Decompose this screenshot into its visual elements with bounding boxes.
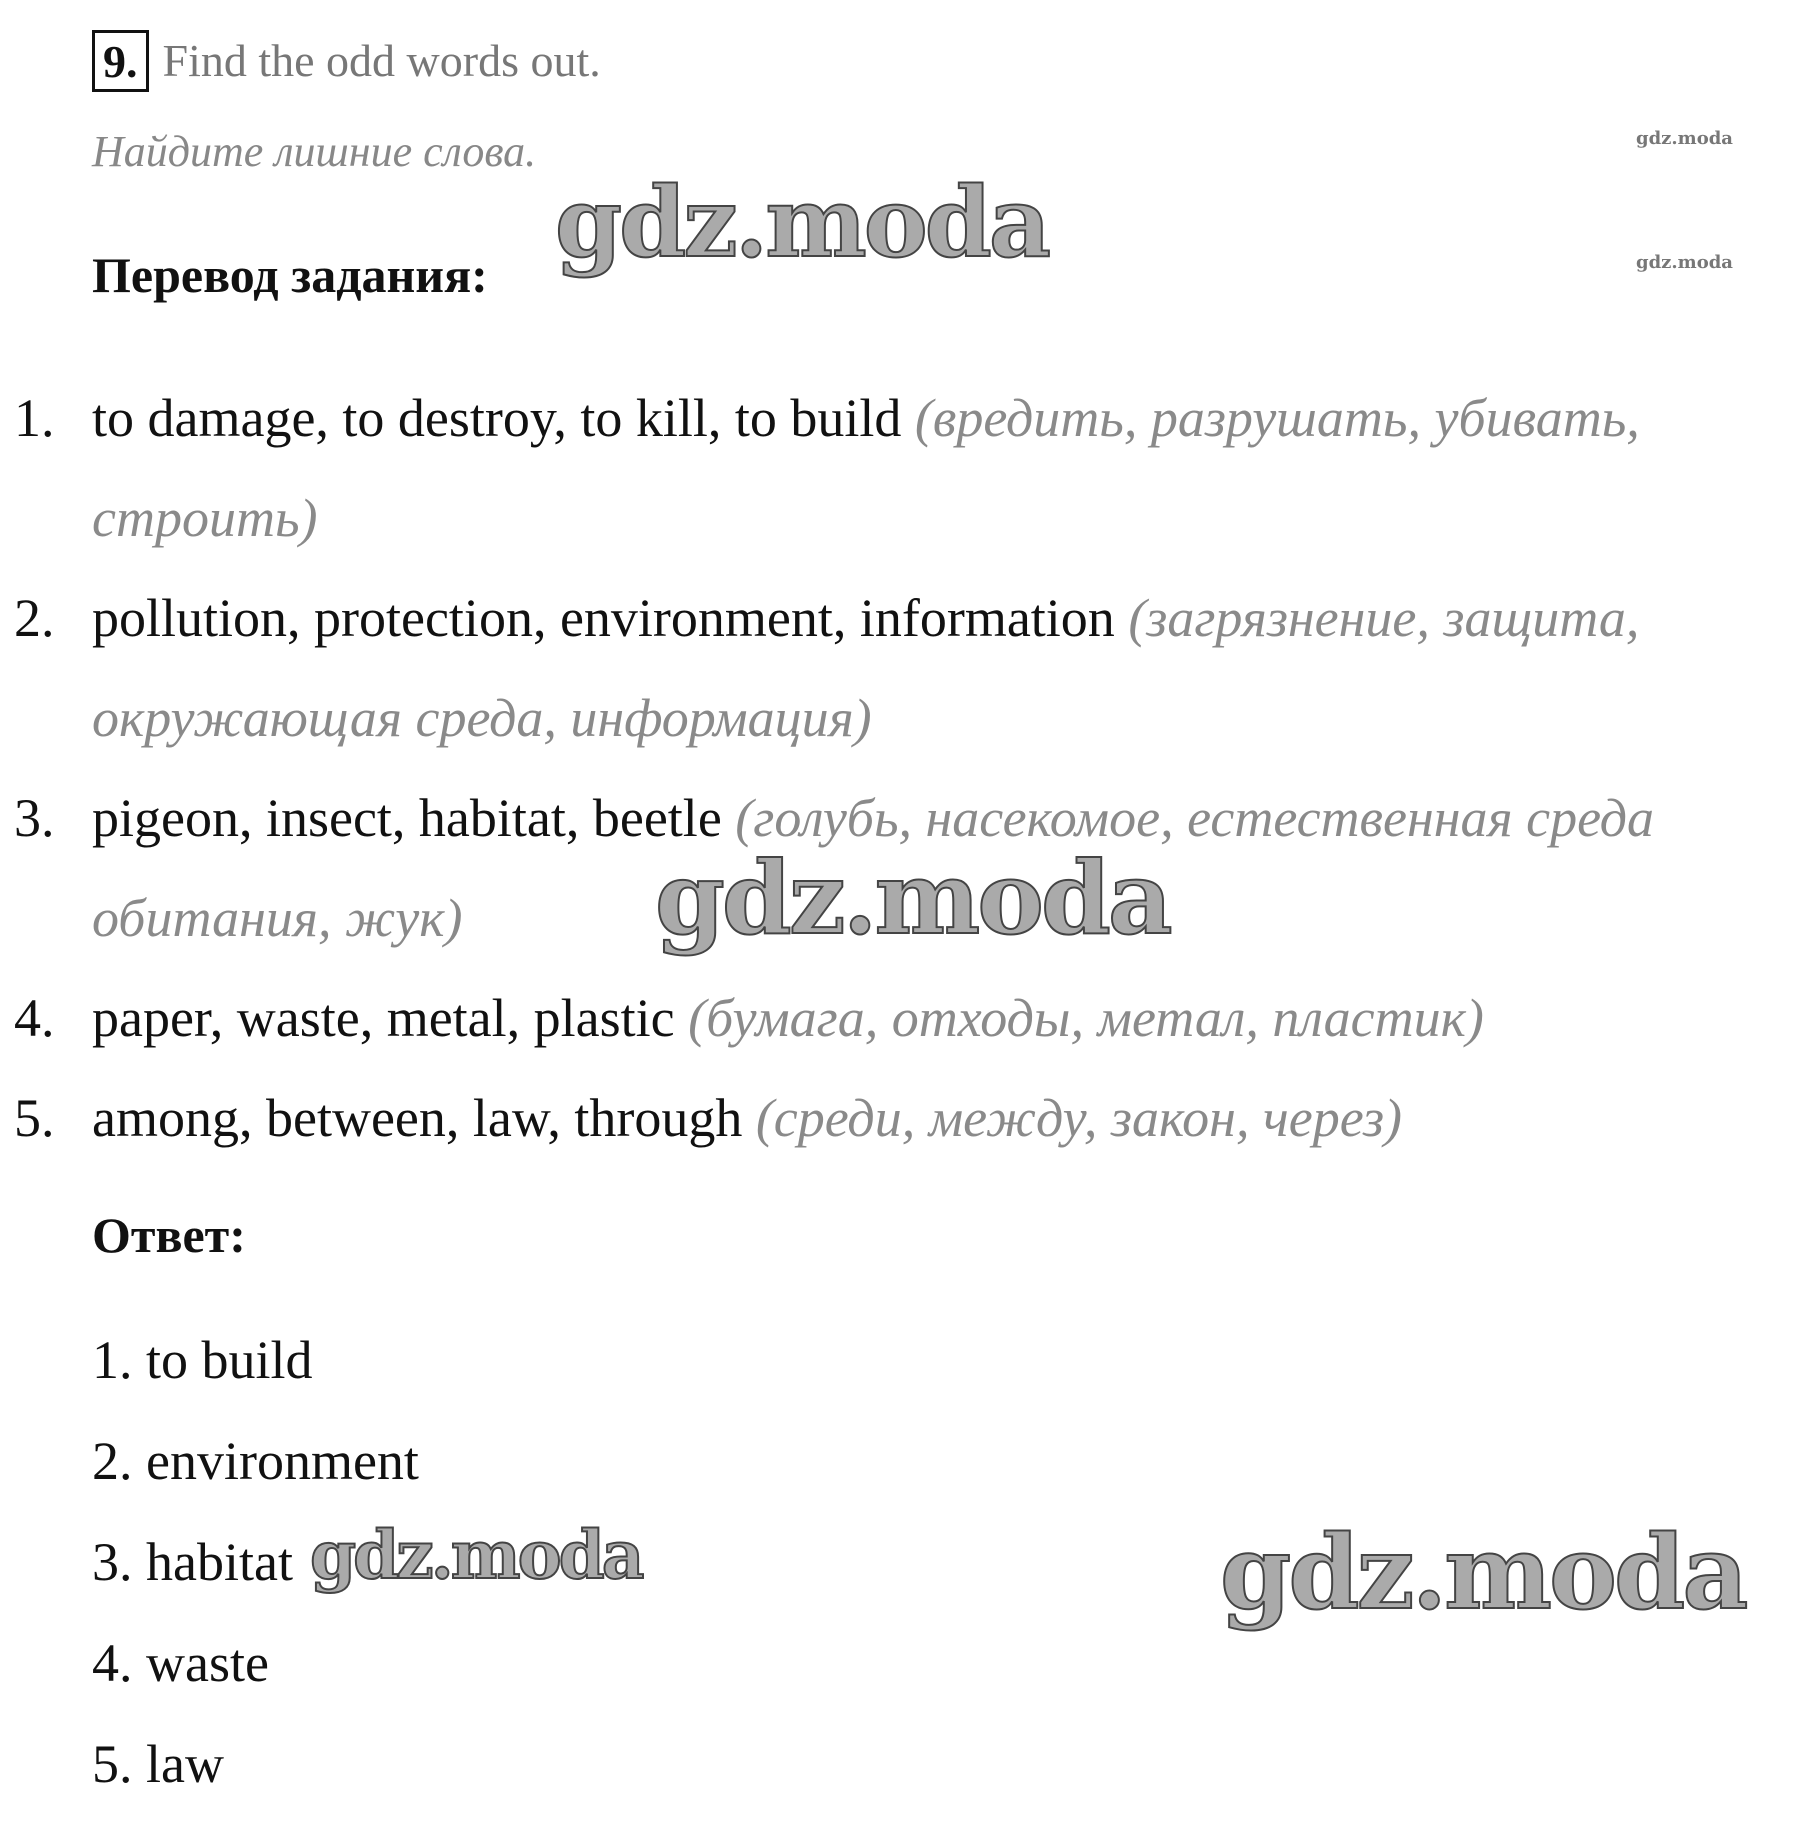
answer-row bbox=[92, 1411, 419, 1512]
list-item bbox=[0, 1068, 1819, 1168]
answer-text: to build bbox=[146, 1330, 313, 1390]
answer-text: environment bbox=[146, 1431, 419, 1491]
answer-row bbox=[92, 1310, 419, 1411]
answer-number: 5. bbox=[92, 1734, 133, 1794]
answer-number: 2. bbox=[92, 1431, 133, 1491]
item-translation: (голубь, насекомое, естественная среда обитания, жук) bbox=[92, 788, 1655, 948]
task-header bbox=[92, 30, 601, 92]
list-item bbox=[0, 968, 1819, 1068]
answer-text: habitat bbox=[146, 1532, 293, 1592]
task-subtitle: Найдите лишние слова. bbox=[92, 127, 537, 176]
watermark-large: gdz.moda bbox=[310, 1516, 642, 1594]
item-english: pigeon, insect, habitat, beetle bbox=[92, 788, 722, 848]
answer-number: 1. bbox=[92, 1330, 133, 1390]
answer-list bbox=[92, 1310, 419, 1815]
list-item bbox=[0, 768, 1819, 968]
watermark-large: gdz.moda bbox=[1220, 1513, 1746, 1633]
item-number: 2. bbox=[14, 588, 55, 648]
watermark-large: gdz.moda bbox=[555, 166, 1049, 279]
item-translation: (вредить, разрушать, убивать, строить) bbox=[92, 388, 1640, 548]
item-english: to damage, to destroy, to kill, to build bbox=[92, 388, 902, 448]
answer-row bbox=[92, 1512, 419, 1613]
answer-text: waste bbox=[146, 1633, 269, 1693]
item-english: pollution, protection, environment, information bbox=[92, 588, 1115, 648]
task-number: 9. bbox=[92, 30, 149, 92]
item-translation: (бумага, отходы, метал, пластик) bbox=[688, 988, 1484, 1048]
list-item bbox=[0, 368, 1819, 568]
list-item bbox=[0, 568, 1819, 768]
answer-number: 4. bbox=[92, 1633, 133, 1693]
item-translation: (загрязнение, защита, окружающая среда, информация) bbox=[92, 588, 1640, 748]
answer-number: 3. bbox=[92, 1532, 133, 1592]
item-english: paper, waste, metal, plastic bbox=[92, 988, 675, 1048]
task-title: Find the odd words out. bbox=[162, 35, 601, 86]
item-number: 4. bbox=[14, 988, 55, 1048]
answer-text: law bbox=[146, 1734, 224, 1794]
translation-heading: Перевод задания: bbox=[92, 247, 488, 303]
item-number: 5. bbox=[14, 1088, 55, 1148]
answer-row bbox=[92, 1613, 419, 1714]
item-translation: (среди, между, закон, через) bbox=[755, 1088, 1403, 1148]
answer-heading: Ответ: bbox=[92, 1207, 246, 1263]
item-number: 3. bbox=[14, 788, 55, 848]
watermark-small: gdz.moda bbox=[1636, 252, 1733, 273]
watermark-large: gdz.moda bbox=[655, 839, 1170, 957]
item-english: among, between, law, through bbox=[92, 1088, 743, 1148]
item-number: 1. bbox=[14, 388, 55, 448]
answer-row bbox=[92, 1714, 419, 1815]
watermark-small: gdz.moda bbox=[1636, 128, 1733, 149]
word-list bbox=[0, 368, 1819, 1168]
